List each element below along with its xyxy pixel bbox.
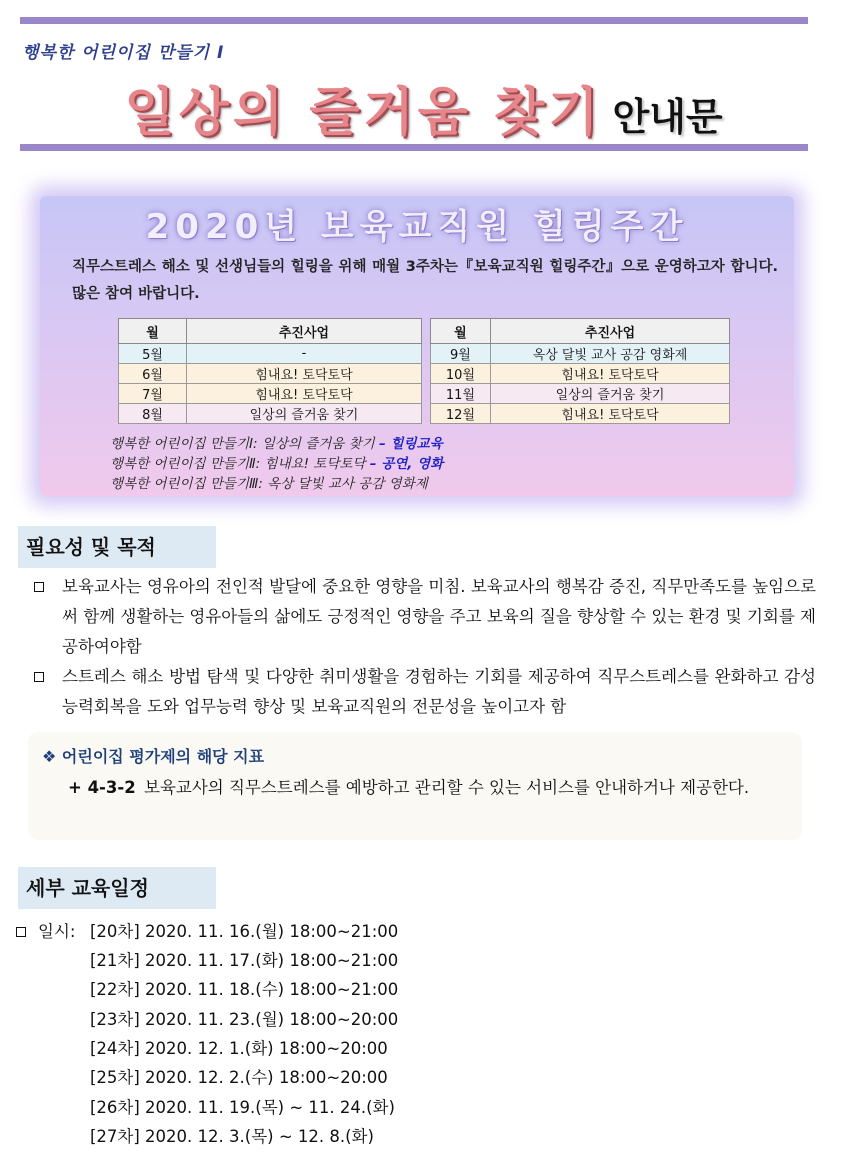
schedule-label (16, 918, 75, 942)
table-cell: 11월 (430, 384, 490, 404)
table-cell: 옥상 달빛 교사 공감 영화제 (491, 344, 730, 364)
schedule-row: [23차] 2020. 11. 23.(월) 18:00~20:00 (90, 1010, 399, 1029)
schedule-label-text: 일시: (38, 922, 76, 941)
indicator-title: ❖ 어린이집 평가제의 해당 지표 (42, 747, 265, 766)
table-header-program: 추진사업 (187, 319, 422, 344)
table-header-month: 월 (119, 319, 187, 344)
banner-intro: 직무스트레스 해소 및 선생님들의 힐링을 위해 매월 3주차는『보육교직원 힐링주간』으로 운영하고자 합니다. 많은 참여 바랍니다. (72, 259, 778, 302)
purpose-item (32, 572, 816, 662)
table-header-row (119, 319, 730, 344)
bottom-rule (20, 144, 808, 151)
purpose-item-text: 보육교사는 영유아의 전인적 발달에 중요한 영향을 미침. 보육교사의 행복감 증진, 직무만족도를 높임으로써 함께 생활하는 영유아들의 삶에도 긍정적인 영향을 주고 보육의 질을 향상할 수 있는 환경 및 기회를 제공하여야함 (62, 577, 816, 656)
table-cell: 힘내요! 토닥토닥 (491, 404, 730, 424)
indicator-text: 보육교사의 직무스트레스를 예방하고 관리할 수 있는 서비스를 안내하거나 제공한다. (144, 778, 750, 797)
note-text: 행복한 어린이집 만들기Ⅲ: 옥상 달빛 교사 공감 영화제 (110, 476, 428, 492)
checkbox-bullet-icon (34, 582, 44, 592)
schedule-row: [24차] 2020. 12. 1.(화) 18:00~20:00 (90, 1039, 388, 1058)
table-cell: 7월 (119, 384, 187, 404)
checkbox-bullet-icon (16, 927, 26, 937)
note-text: 행복한 어린이집 만들기Ⅱ: 힘내요! 토닥토닥 (110, 456, 370, 472)
evaluation-indicator-box (28, 732, 802, 840)
table-row (119, 364, 730, 384)
top-rule (20, 17, 808, 24)
table-gap (421, 384, 430, 404)
table-cell: - (187, 344, 422, 364)
page-title (0, 70, 847, 145)
note-line (110, 454, 443, 474)
table-cell: 일상의 즐거움 찾기 (187, 404, 422, 424)
note-line (110, 474, 443, 494)
table-gap (421, 319, 430, 344)
note-text: 행복한 어린이집 만들기Ⅰ: 일상의 즐거움 찾기 (110, 436, 380, 452)
table-cell: 8월 (119, 404, 187, 424)
note-highlight: – 공연, 영화 (369, 456, 444, 472)
banner-notes (110, 434, 443, 494)
table-cell: 힘내요! 토닥토닥 (491, 364, 730, 384)
table-header-month: 월 (430, 319, 490, 344)
table-gap (421, 364, 430, 384)
purpose-heading: 필요성 및 목적 (18, 526, 216, 568)
note-line (110, 434, 443, 454)
healing-week-banner (40, 196, 794, 496)
table-row (119, 404, 730, 424)
table-cell: 일상의 즐거움 찾기 (491, 384, 730, 404)
table-cell: 힘내요! 토닥토닥 (187, 364, 422, 384)
table-gap (421, 344, 430, 364)
title-sub: 안내문 (612, 95, 723, 139)
table-cell: 9월 (430, 344, 490, 364)
purpose-item-text: 스트레스 해소 방법 탐색 및 다양한 취미생활을 경험하는 기회를 제공하여 직무스트레스를 완화하고 감성능력회복을 도와 업무능력 향상 및 보육교직원의 전문성을 높이고자 함 (62, 667, 816, 716)
schedule-row: [21차] 2020. 11. 17.(화) 18:00~21:00 (90, 951, 399, 970)
table-gap (421, 404, 430, 424)
schedule-row: [26차] 2020. 11. 19.(목) ~ 11. 24.(화) (90, 1098, 395, 1117)
header-subtitle: 행복한 어린이집 만들기 I (22, 43, 225, 63)
table-cell: 10월 (430, 364, 490, 384)
schedule-row: [25차] 2020. 12. 2.(수) 18:00~20:00 (90, 1068, 388, 1087)
schedule-heading: 세부 교육일정 (18, 867, 216, 909)
indicator-code: + 4-3-2 (68, 778, 136, 797)
program-table (118, 318, 730, 424)
table-header-program: 추진사업 (491, 319, 730, 344)
purpose-item (32, 662, 816, 722)
schedule-row: [20차] 2020. 11. 16.(월) 18:00~21:00 (90, 922, 399, 941)
table-cell: 5월 (119, 344, 187, 364)
title-main: 일상의 즐거움 찾기 (124, 83, 603, 143)
schedule-row: [27차] 2020. 12. 3.(목) ~ 12. 8.(화) (90, 1127, 374, 1146)
schedule-row: [22차] 2020. 11. 18.(수) 18:00~21:00 (90, 980, 399, 999)
table-cell: 6월 (119, 364, 187, 384)
table-cell: 힘내요! 토닥토닥 (187, 384, 422, 404)
table-row (119, 344, 730, 364)
table-row (119, 384, 730, 404)
table-cell: 12월 (430, 404, 490, 424)
checkbox-bullet-icon (34, 672, 44, 682)
banner-title: 2020년 보육교직원 힐링주간 (145, 207, 689, 247)
note-highlight: – 힐링교육 (379, 436, 443, 452)
